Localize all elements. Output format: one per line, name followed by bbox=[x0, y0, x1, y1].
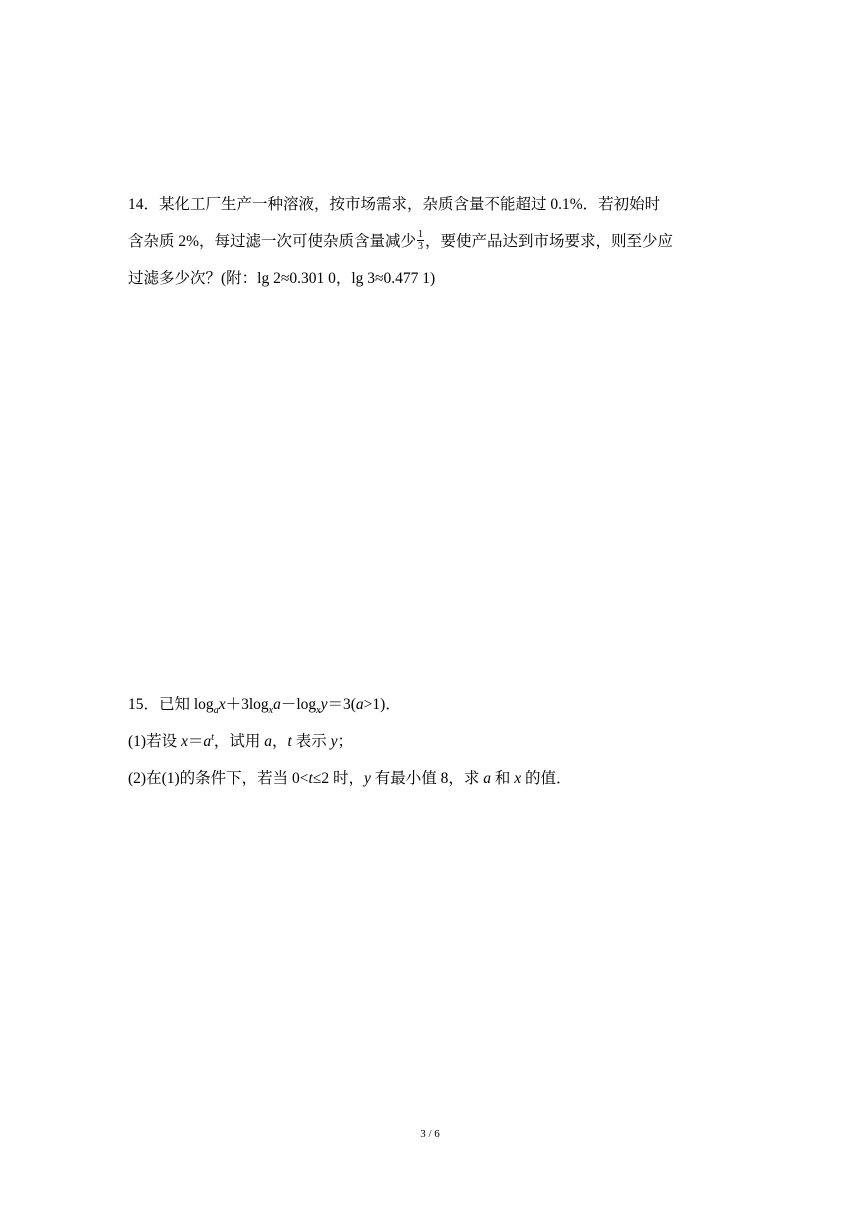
variable-a: a bbox=[203, 733, 212, 750]
problem-15-part-2 bbox=[128, 760, 740, 797]
problem-15-text: ＝3( bbox=[327, 696, 356, 713]
part-2-text: 有最小值 8，求 bbox=[370, 770, 484, 787]
fraction-one-third bbox=[417, 229, 424, 252]
problem-15-text: >1)． bbox=[363, 696, 401, 713]
problem-15-part-1 bbox=[128, 723, 740, 760]
part-1-text: ，试用 bbox=[213, 733, 265, 750]
variable-y: y bbox=[363, 770, 371, 787]
log-base: x bbox=[268, 705, 274, 717]
problem-15-text: －log bbox=[280, 696, 317, 713]
variable-a: a bbox=[355, 696, 364, 713]
part-2-text: (2)在(1)的条件下，若当 0< bbox=[128, 770, 309, 787]
variable-y: y bbox=[320, 696, 328, 713]
problem-14-line-3: 过滤多少次？(附：lg 2≈0.301 0，lg 3≈0.477 1) bbox=[128, 270, 436, 287]
problem-15 bbox=[128, 686, 740, 797]
problem-14-line-2 bbox=[128, 223, 740, 260]
part-1-text: (1)若设 bbox=[128, 733, 181, 750]
problem-15-text: 15．已知 log bbox=[128, 696, 214, 713]
problem-15-statement bbox=[128, 686, 740, 723]
problem-14 bbox=[128, 186, 740, 297]
part-2-text: 的值． bbox=[521, 770, 572, 787]
variable-x: x bbox=[218, 696, 226, 713]
page-number: 3 / 6 bbox=[420, 1128, 440, 1140]
variable-a: a bbox=[264, 733, 273, 750]
part-2-text: 和 bbox=[491, 770, 515, 787]
variable-t: t bbox=[308, 770, 313, 787]
variable-y: y bbox=[330, 733, 338, 750]
fraction-numerator: 1 bbox=[418, 228, 424, 240]
log-base: a bbox=[213, 705, 219, 717]
part-1-text: ； bbox=[337, 733, 354, 750]
part-1-text: 表示 bbox=[291, 733, 331, 750]
problem-14-text: ，要使产品达到市场要求，则至少应 bbox=[425, 233, 674, 250]
variable-x: x bbox=[180, 733, 188, 750]
log-base: x bbox=[316, 705, 321, 717]
variable-a: a bbox=[483, 770, 491, 787]
variable-t: t bbox=[287, 733, 292, 750]
problem-14-text: 含杂质 2%，每过滤一次可使杂质含量减少 bbox=[128, 233, 417, 250]
exponent-t: t bbox=[211, 731, 214, 743]
fraction-denominator: 3 bbox=[418, 240, 424, 252]
variable-x: x bbox=[514, 770, 522, 787]
part-1-text: ＝ bbox=[187, 733, 204, 750]
part-1-text: ， bbox=[272, 733, 288, 750]
problem-15-text: ＋3log bbox=[225, 696, 269, 713]
problem-14-line-1: 14．某化工厂生产一种溶液，按市场需求，杂质含量不能超过 0.1%．若初始时 bbox=[128, 196, 661, 213]
part-2-text: ≤2 时， bbox=[312, 770, 364, 787]
variable-a: a bbox=[273, 696, 281, 713]
